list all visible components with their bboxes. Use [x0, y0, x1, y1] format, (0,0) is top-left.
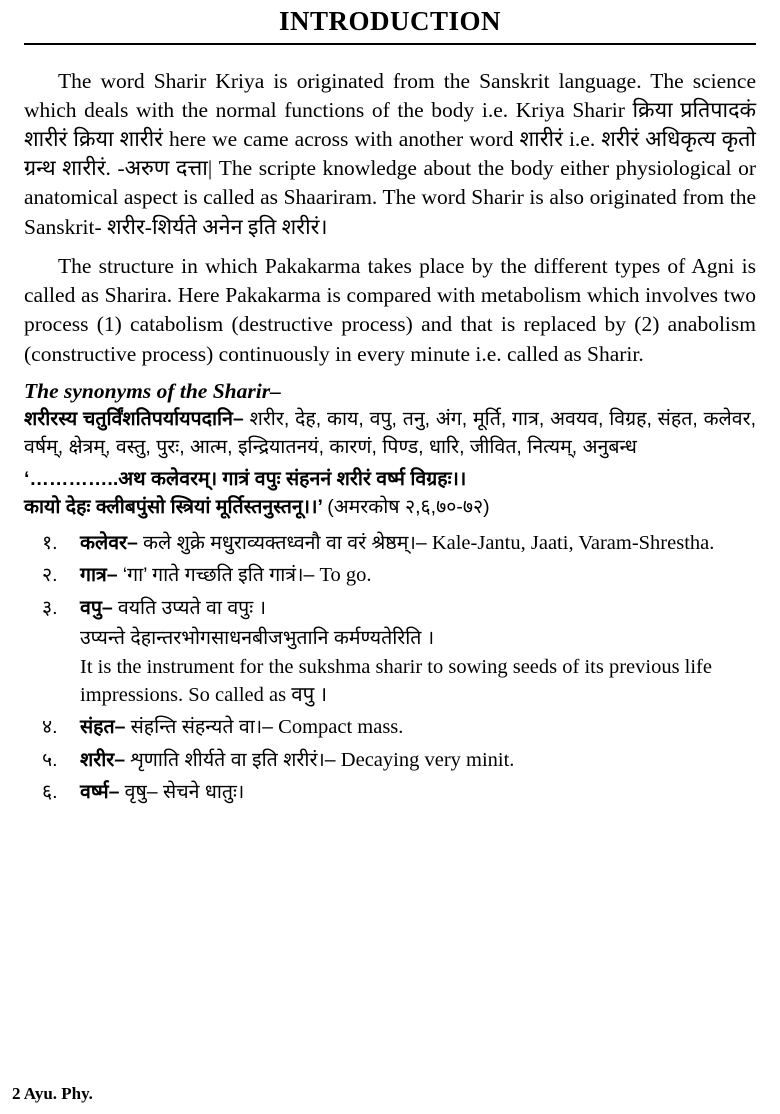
- synonyms-block: [24, 406, 756, 461]
- item-english: To go.: [319, 564, 372, 587]
- item-number: २.: [42, 564, 58, 587]
- verse-line-2: कायो देहः क्लीबपुंसो स्त्रियां मूर्तिस्तनुस्तनू।।’: [24, 496, 323, 519]
- item-english: Decaying very minit.: [340, 748, 515, 771]
- item-devanagari: ‘गा’ गाते गच्छति इति गात्रं।–: [122, 564, 315, 587]
- intro-paragraphs: [24, 67, 756, 369]
- document-page: [0, 6, 780, 1114]
- item-term: गात्र–: [80, 564, 118, 587]
- synonyms-list: शरीर, देह, काय, वपु, तनु, अंग, मूर्ति, गात्र, अवयव, विग्रह, संहत, कलेवर, वर्षम्, क्षेत्रम्, वस्तु, पुरः, आत्म, इन्द्रियातनयं, कारणं, पिण्ड, धारि, जीवित, नित्यम्, अनुबन्ध: [24, 407, 756, 458]
- synonyms-heading: The synonyms of the Sharir–: [24, 378, 281, 403]
- item-number: ५.: [42, 748, 58, 771]
- numbered-synonym-list: [24, 530, 756, 807]
- item-devanagari: कले शुक्रे मधुराव्यक्तध्वनौ वा वरं श्रेष्ठम्।–: [143, 531, 427, 554]
- verse-line-2-wrapper: [24, 493, 756, 521]
- item-number: ४.: [42, 716, 58, 739]
- item-term: कलेवर–: [80, 531, 138, 554]
- item-term: संहत–: [80, 716, 126, 739]
- item-devanagari: वयति उप्यते वा वपुः ।: [117, 596, 266, 619]
- item-term: शरीर–: [80, 748, 126, 771]
- list-item: [24, 747, 756, 774]
- list-item: [24, 595, 756, 710]
- verse-quotation: [24, 465, 756, 522]
- page-title: INTRODUCTION: [278, 6, 502, 36]
- list-item: [24, 530, 756, 557]
- title-divider: [24, 43, 756, 45]
- list-item: [24, 562, 756, 589]
- paragraph-2: The structure in which Pakakarma takes place by the different types of Agni is called as Sharira. Here Pakakarma is compared with metabolism which involves two process (1) catabolism (destructive process) and that is replaced by (2) anabolism (constructive process) continuously in every minute i.e. called as Sharir.: [24, 253, 756, 366]
- item-english: Compact mass.: [278, 716, 404, 739]
- item-devanagari: संहन्ति संहन्यते वा।–: [130, 716, 274, 739]
- item-term: वर्ष्म–: [80, 781, 120, 804]
- item-number: ६.: [42, 781, 58, 804]
- item-term: वपु–: [80, 596, 113, 619]
- item-number: १.: [42, 531, 58, 554]
- item-extra-english: It is the instrument for the sukshma sharir to sowing seeds of its previous life impressions. So called as वपु ।: [80, 656, 712, 706]
- item-english: Kale-Jantu, Jaati, Varam-Shrestha.: [431, 531, 715, 554]
- list-item: [24, 779, 756, 806]
- list-item: [24, 714, 756, 741]
- paragraph-1: The word Sharir Kriya is originated from the Sanskrit language. The science which deals with the normal functions of the body i.e. Kriya Sharir क्रिया प्रतिपादकं शारीरं क्रिया शारीरं here we came across with another word शारीरं i.e. शरीरं अधिकृत्य कृतो ग्रन्थ शारीरं. -अरुण दत्ता| The scripte knowledge about the body either physiological or anatomical aspect is called as Shaariram. The word Sharir is also originated from the Sanskrit- शरीर-शिर्यते अनेन इति शरीरं।: [24, 68, 756, 239]
- item-extra-devanagari: उप्यन्ते देहान्तरभोगसाधनबीजभुतानि कर्मण्यतेरिति ।: [80, 627, 435, 650]
- verse-reference: (अमरकोष २,६,७०-७२): [327, 496, 490, 519]
- item-number: ३.: [42, 596, 58, 619]
- page-footer: 2 Ayu. Phy.: [12, 1084, 93, 1103]
- synonyms-lead: शरीरस्य चतुर्विंशतिपर्यायपदानि–: [24, 407, 244, 430]
- verse-line-1: ‘…………..अथ कलेवरम्। गात्रं वपुः संहननं शरीरं वर्ष्म विग्रहः।।: [24, 468, 467, 491]
- item-devanagari: शृणाति शीर्यते वा इति शरीरं।–: [130, 748, 336, 771]
- item-devanagari: वृषु– सेचने धातुः।: [124, 781, 245, 804]
